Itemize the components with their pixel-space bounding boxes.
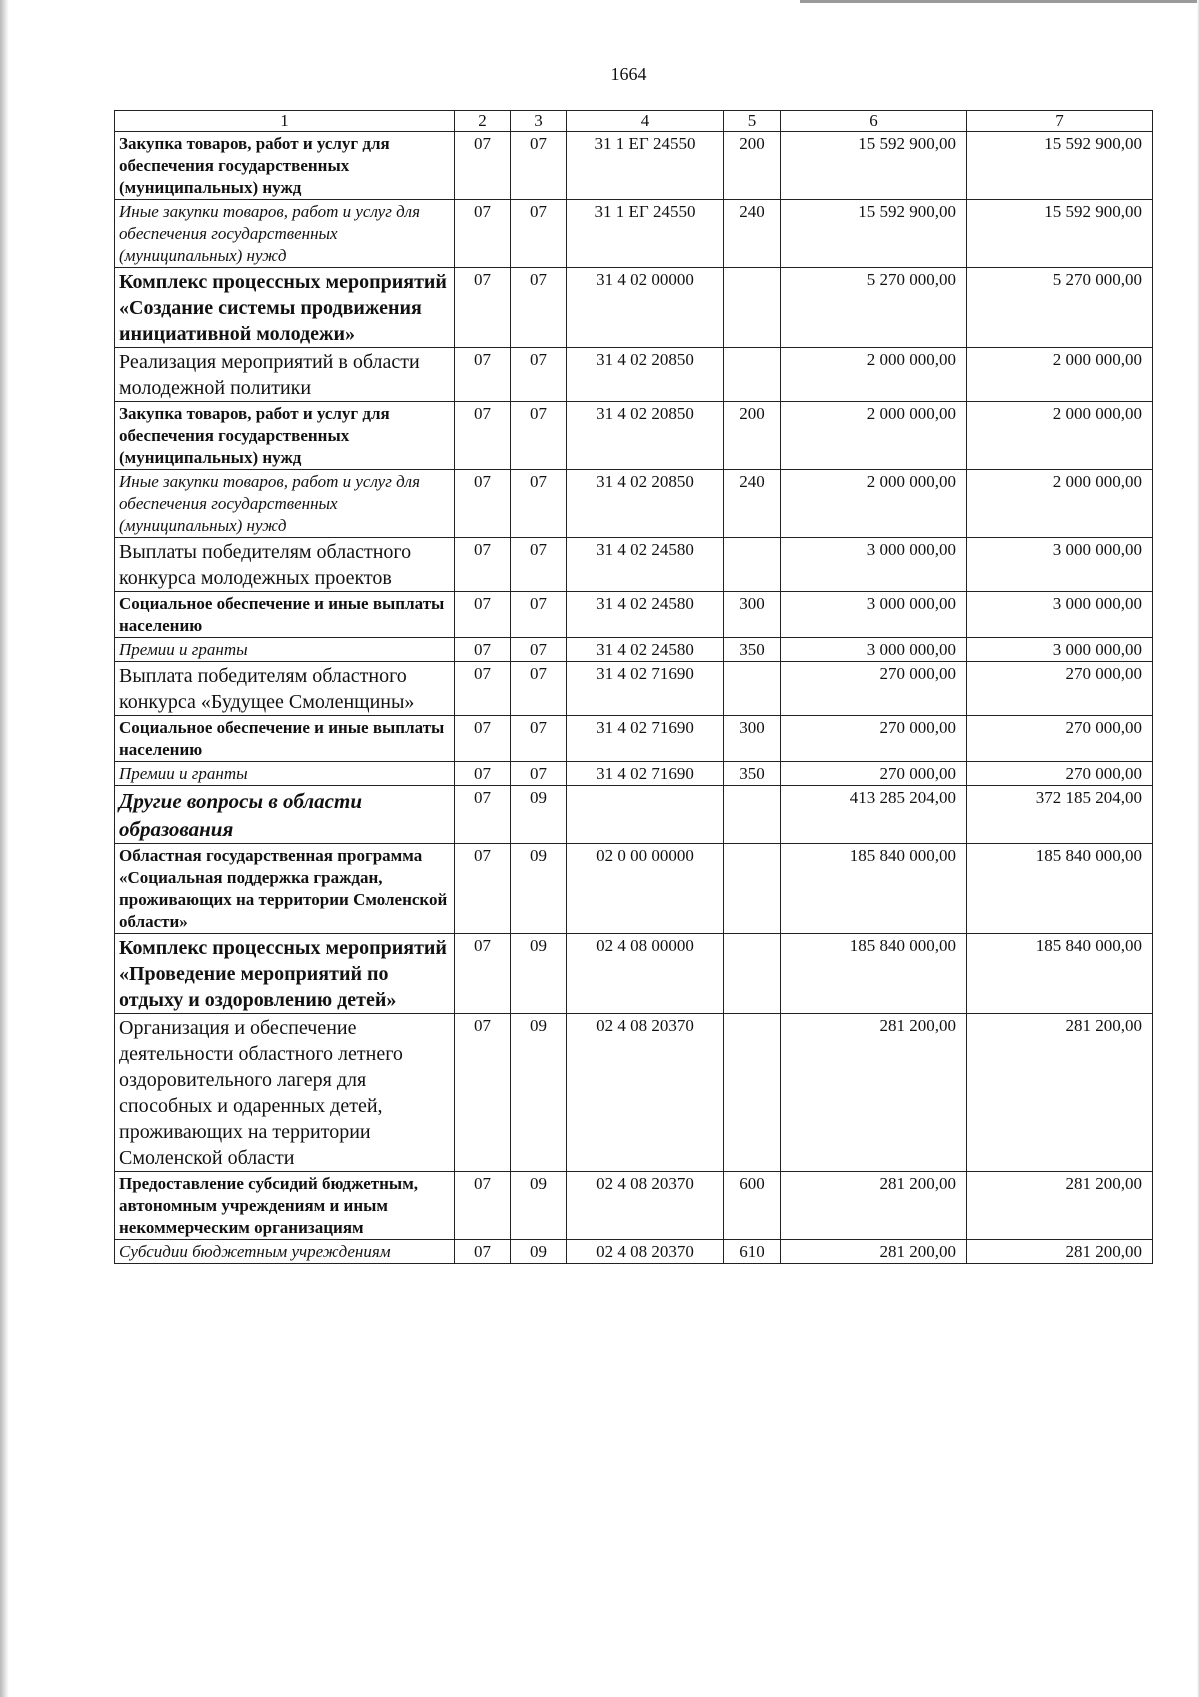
- row-name-cell: Областная государственная программа «Социальная поддержка граждан, проживающих на территории Смоленской области»: [115, 844, 455, 934]
- row-amount-year1-cell: 3 000 000,00: [781, 638, 967, 662]
- row-amount-year1-cell: 15 592 900,00: [781, 132, 967, 200]
- row-section-cell: 07: [455, 200, 511, 268]
- row-amount-year1-cell: 2 000 000,00: [781, 348, 967, 402]
- row-name-cell: Комплекс процессных мероприятий «Проведение мероприятий по отдыху и оздоровлению детей»: [115, 934, 455, 1014]
- row-target-code-cell: [567, 786, 724, 844]
- row-subsection-cell: 07: [511, 716, 567, 762]
- row-expense-type-cell: 200: [724, 402, 781, 470]
- row-expense-type-cell: 240: [724, 200, 781, 268]
- table-row: [115, 934, 1153, 1014]
- row-amount-year2-cell: 2 000 000,00: [967, 470, 1153, 538]
- row-amount-year1-cell: 270 000,00: [781, 716, 967, 762]
- row-name-cell: Социальное обеспечение и иные выплаты населению: [115, 592, 455, 638]
- row-target-code-cell: 02 4 08 20370: [567, 1172, 724, 1240]
- row-section-cell: 07: [455, 762, 511, 786]
- row-name-cell: Комплекс процессных мероприятий «Создание системы продвижения инициативной молодежи»: [115, 268, 455, 348]
- row-subsection-cell: 07: [511, 268, 567, 348]
- page-number: 1664: [610, 64, 647, 84]
- table-row: [115, 538, 1153, 592]
- budget-table: [114, 110, 1153, 1264]
- header-cell: 6: [781, 111, 967, 132]
- row-name-cell: Предоставление субсидий бюджетным, автономным учреждениям и иным некоммерческим организациям: [115, 1172, 455, 1240]
- row-name-cell: Выплаты победителям областного конкурса молодежных проектов: [115, 538, 455, 592]
- table-row: [115, 200, 1153, 268]
- row-amount-year1-cell: 270 000,00: [781, 762, 967, 786]
- table-header-row: [115, 111, 1153, 132]
- row-expense-type-cell: 300: [724, 716, 781, 762]
- row-target-code-cell: 31 1 ЕГ 24550: [567, 200, 724, 268]
- row-subsection-cell: 07: [511, 132, 567, 200]
- row-subsection-cell: 09: [511, 934, 567, 1014]
- row-subsection-cell: 07: [511, 200, 567, 268]
- row-target-code-cell: 31 4 02 24580: [567, 592, 724, 638]
- table-row: [115, 762, 1153, 786]
- row-amount-year2-cell: 270 000,00: [967, 762, 1153, 786]
- row-target-code-cell: 31 4 02 00000: [567, 268, 724, 348]
- table-row: [115, 402, 1153, 470]
- row-expense-type-cell: [724, 268, 781, 348]
- row-amount-year1-cell: 2 000 000,00: [781, 402, 967, 470]
- row-amount-year1-cell: 281 200,00: [781, 1014, 967, 1172]
- row-section-cell: 07: [455, 662, 511, 716]
- row-target-code-cell: 31 4 02 24580: [567, 638, 724, 662]
- row-amount-year2-cell: 185 840 000,00: [967, 844, 1153, 934]
- row-amount-year1-cell: 270 000,00: [781, 662, 967, 716]
- row-subsection-cell: 09: [511, 786, 567, 844]
- row-section-cell: 07: [455, 716, 511, 762]
- row-name-cell: Премии и гранты: [115, 762, 455, 786]
- row-amount-year1-cell: 3 000 000,00: [781, 538, 967, 592]
- row-amount-year2-cell: 372 185 204,00: [967, 786, 1153, 844]
- row-expense-type-cell: [724, 348, 781, 402]
- row-name-cell: Закупка товаров, работ и услуг для обеспечения государственных (муниципальных) нужд: [115, 132, 455, 200]
- row-section-cell: 07: [455, 934, 511, 1014]
- row-expense-type-cell: [724, 934, 781, 1014]
- row-expense-type-cell: 240: [724, 470, 781, 538]
- row-subsection-cell: 07: [511, 348, 567, 402]
- header-cell: 4: [567, 111, 724, 132]
- row-amount-year2-cell: 281 200,00: [967, 1172, 1153, 1240]
- row-subsection-cell: 07: [511, 470, 567, 538]
- row-section-cell: 07: [455, 592, 511, 638]
- row-section-cell: 07: [455, 470, 511, 538]
- row-expense-type-cell: [724, 844, 781, 934]
- row-name-cell: Организация и обеспечение деятельности областного летнего оздоровительного лагеря для способных и одаренных детей, проживающих на территории Смоленской области: [115, 1014, 455, 1172]
- table-row: [115, 844, 1153, 934]
- scan-top-edge: [800, 0, 1200, 3]
- row-subsection-cell: 07: [511, 592, 567, 638]
- row-section-cell: 07: [455, 132, 511, 200]
- row-section-cell: 07: [455, 1014, 511, 1172]
- row-name-cell: Другие вопросы в области образования: [115, 786, 455, 844]
- row-subsection-cell: 07: [511, 402, 567, 470]
- row-amount-year2-cell: 281 200,00: [967, 1240, 1153, 1264]
- row-expense-type-cell: 300: [724, 592, 781, 638]
- table-row: [115, 1240, 1153, 1264]
- row-target-code-cell: 31 4 02 24580: [567, 538, 724, 592]
- row-amount-year2-cell: 3 000 000,00: [967, 592, 1153, 638]
- row-amount-year2-cell: 3 000 000,00: [967, 538, 1153, 592]
- row-subsection-cell: 09: [511, 844, 567, 934]
- row-name-cell: Закупка товаров, работ и услуг для обеспечения государственных (муниципальных) нужд: [115, 402, 455, 470]
- row-target-code-cell: 31 1 ЕГ 24550: [567, 132, 724, 200]
- row-amount-year2-cell: 2 000 000,00: [967, 348, 1153, 402]
- row-amount-year2-cell: 2 000 000,00: [967, 402, 1153, 470]
- row-section-cell: 07: [455, 786, 511, 844]
- row-amount-year1-cell: 15 592 900,00: [781, 200, 967, 268]
- table-row: [115, 1014, 1153, 1172]
- row-amount-year1-cell: 2 000 000,00: [781, 470, 967, 538]
- row-target-code-cell: 02 0 00 00000: [567, 844, 724, 934]
- row-section-cell: 07: [455, 268, 511, 348]
- row-target-code-cell: 31 4 02 20850: [567, 402, 724, 470]
- row-subsection-cell: 07: [511, 638, 567, 662]
- table-row: [115, 592, 1153, 638]
- row-amount-year1-cell: 413 285 204,00: [781, 786, 967, 844]
- row-section-cell: 07: [455, 402, 511, 470]
- row-amount-year1-cell: 5 270 000,00: [781, 268, 967, 348]
- row-name-cell: Субсидии бюджетным учреждениям: [115, 1240, 455, 1264]
- row-subsection-cell: 09: [511, 1172, 567, 1240]
- row-expense-type-cell: 200: [724, 132, 781, 200]
- table-row: [115, 132, 1153, 200]
- row-amount-year1-cell: 185 840 000,00: [781, 934, 967, 1014]
- row-subsection-cell: 07: [511, 662, 567, 716]
- row-section-cell: 07: [455, 1240, 511, 1264]
- row-target-code-cell: 31 4 02 20850: [567, 348, 724, 402]
- row-name-cell: Иные закупки товаров, работ и услуг для обеспечения государственных (муниципальных) нужд: [115, 470, 455, 538]
- row-section-cell: 07: [455, 348, 511, 402]
- row-section-cell: 07: [455, 538, 511, 592]
- row-expense-type-cell: [724, 1014, 781, 1172]
- row-target-code-cell: 02 4 08 20370: [567, 1240, 724, 1264]
- row-expense-type-cell: [724, 538, 781, 592]
- table-row: [115, 470, 1153, 538]
- table-row: [115, 638, 1153, 662]
- row-name-cell: Реализация мероприятий в области молодежной политики: [115, 348, 455, 402]
- row-section-cell: 07: [455, 1172, 511, 1240]
- table-row: [115, 348, 1153, 402]
- table-row: [115, 716, 1153, 762]
- row-name-cell: Премии и гранты: [115, 638, 455, 662]
- row-amount-year1-cell: 3 000 000,00: [781, 592, 967, 638]
- row-target-code-cell: 02 4 08 00000: [567, 934, 724, 1014]
- row-target-code-cell: 31 4 02 71690: [567, 662, 724, 716]
- row-amount-year2-cell: 15 592 900,00: [967, 200, 1153, 268]
- table-row: [115, 786, 1153, 844]
- row-subsection-cell: 07: [511, 762, 567, 786]
- row-expense-type-cell: [724, 662, 781, 716]
- row-amount-year1-cell: 185 840 000,00: [781, 844, 967, 934]
- row-subsection-cell: 07: [511, 538, 567, 592]
- row-target-code-cell: 31 4 02 71690: [567, 716, 724, 762]
- table-row: [115, 662, 1153, 716]
- row-amount-year2-cell: 281 200,00: [967, 1014, 1153, 1172]
- row-amount-year1-cell: 281 200,00: [781, 1240, 967, 1264]
- header-cell: 1: [115, 111, 455, 132]
- row-subsection-cell: 09: [511, 1240, 567, 1264]
- header-cell: 7: [967, 111, 1153, 132]
- row-expense-type-cell: 350: [724, 762, 781, 786]
- header-cell: 5: [724, 111, 781, 132]
- row-amount-year2-cell: 15 592 900,00: [967, 132, 1153, 200]
- row-amount-year1-cell: 281 200,00: [781, 1172, 967, 1240]
- row-amount-year2-cell: 5 270 000,00: [967, 268, 1153, 348]
- row-amount-year2-cell: 270 000,00: [967, 662, 1153, 716]
- row-name-cell: Социальное обеспечение и иные выплаты населению: [115, 716, 455, 762]
- row-target-code-cell: 31 4 02 71690: [567, 762, 724, 786]
- row-name-cell: Выплата победителям областного конкурса «Будущее Смоленщины»: [115, 662, 455, 716]
- row-section-cell: 07: [455, 844, 511, 934]
- table-row: [115, 268, 1153, 348]
- row-section-cell: 07: [455, 638, 511, 662]
- header-cell: 3: [511, 111, 567, 132]
- row-amount-year2-cell: 185 840 000,00: [967, 934, 1153, 1014]
- row-name-cell: Иные закупки товаров, работ и услуг для обеспечения государственных (муниципальных) нужд: [115, 200, 455, 268]
- row-target-code-cell: 02 4 08 20370: [567, 1014, 724, 1172]
- row-target-code-cell: 31 4 02 20850: [567, 470, 724, 538]
- header-cell: 2: [455, 111, 511, 132]
- row-expense-type-cell: 350: [724, 638, 781, 662]
- row-subsection-cell: 09: [511, 1014, 567, 1172]
- row-expense-type-cell: 600: [724, 1172, 781, 1240]
- row-expense-type-cell: 610: [724, 1240, 781, 1264]
- row-amount-year2-cell: 3 000 000,00: [967, 638, 1153, 662]
- row-amount-year2-cell: 270 000,00: [967, 716, 1153, 762]
- scan-left-edge: [0, 0, 9, 1697]
- row-expense-type-cell: [724, 786, 781, 844]
- table-row: [115, 1172, 1153, 1240]
